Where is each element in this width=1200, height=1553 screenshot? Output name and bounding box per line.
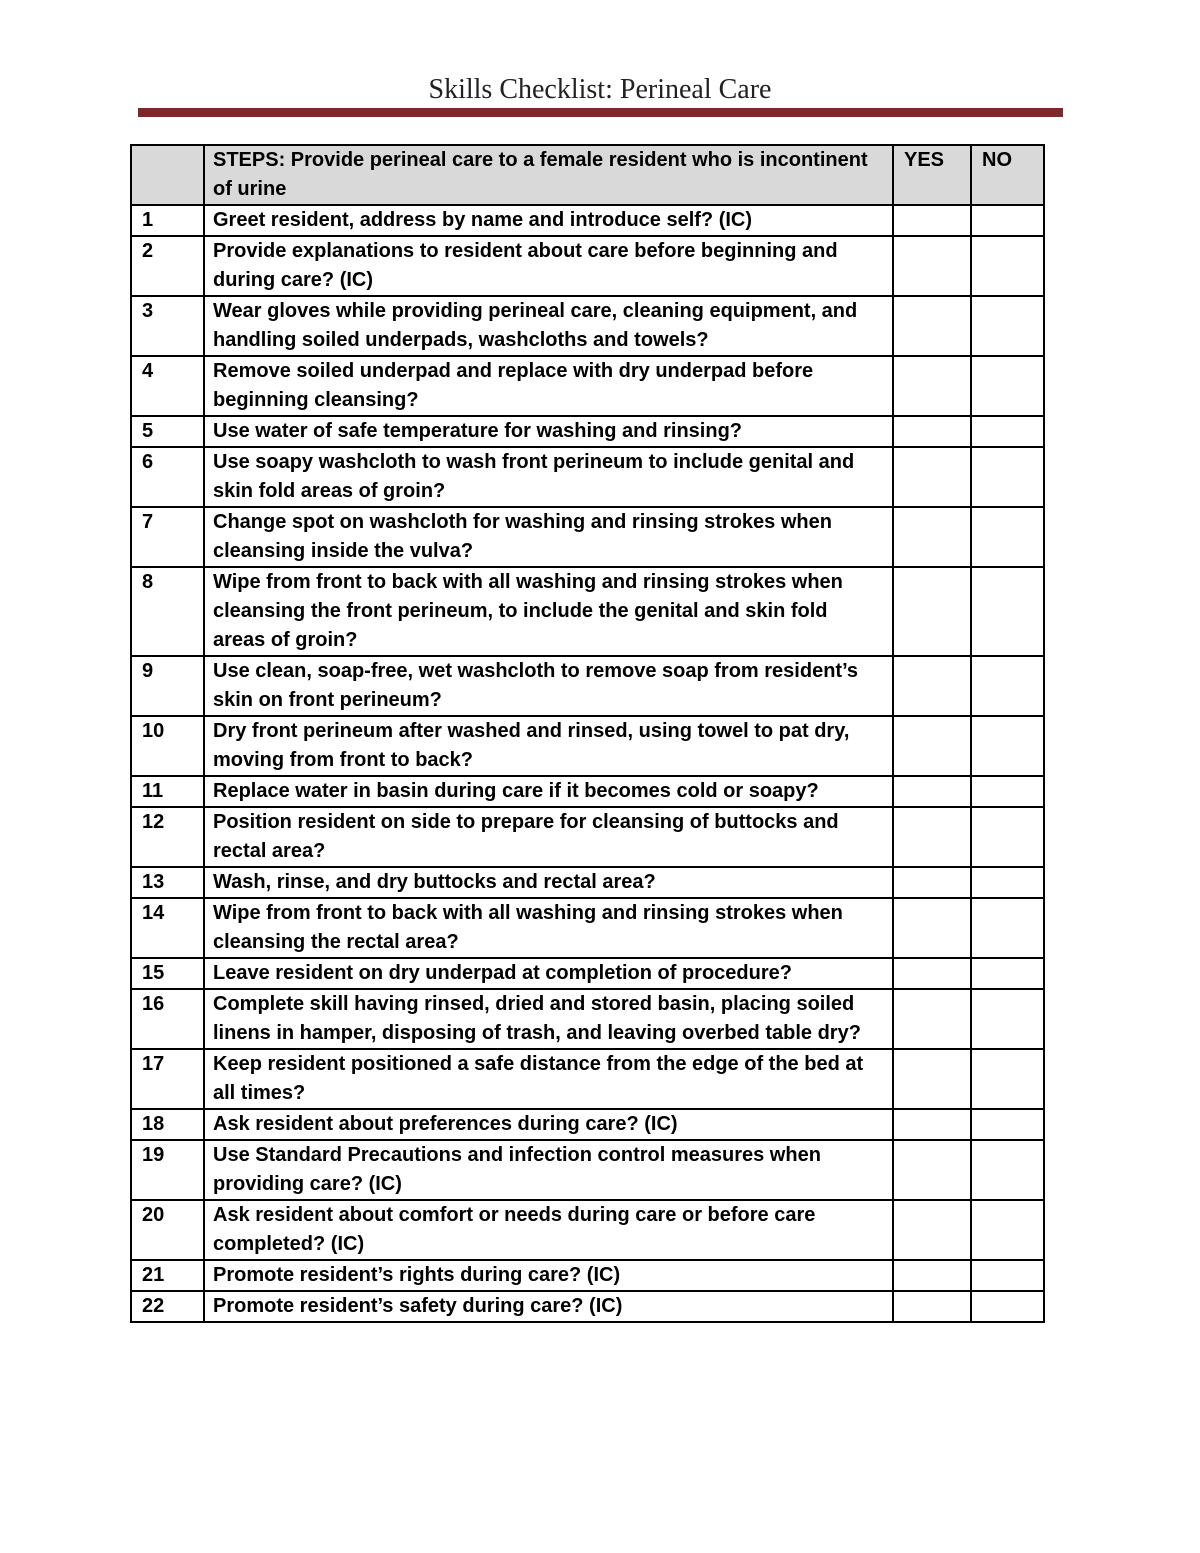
table-header-row — [131, 145, 1044, 205]
yes-checkbox-cell[interactable] — [893, 205, 971, 236]
header-steps-cell: STEPS: Provide perineal care to a female resident who is incontinent of urine — [204, 145, 893, 205]
step-number-cell: 15 — [131, 958, 204, 989]
step-number-cell: 21 — [131, 1260, 204, 1291]
yes-checkbox-cell[interactable] — [893, 1140, 971, 1200]
table-row — [131, 567, 1044, 656]
step-number-cell: 16 — [131, 989, 204, 1049]
yes-checkbox-cell[interactable] — [893, 296, 971, 356]
step-number-cell: 2 — [131, 236, 204, 296]
header-yes-cell: YES — [893, 145, 971, 205]
table-row — [131, 356, 1044, 416]
yes-checkbox-cell[interactable] — [893, 236, 971, 296]
table-row — [131, 656, 1044, 716]
step-number-cell: 9 — [131, 656, 204, 716]
step-number-cell: 1 — [131, 205, 204, 236]
no-checkbox-cell[interactable] — [971, 1140, 1044, 1200]
yes-checkbox-cell[interactable] — [893, 507, 971, 567]
step-description-cell: Greet resident, address by name and introduce self? (IC) — [204, 205, 893, 236]
table-row — [131, 867, 1044, 898]
step-description-cell: Wipe from front to back with all washing and rinsing strokes when cleansing the front perineum, to include the genital and skin fold areas of groin? — [204, 567, 893, 656]
yes-checkbox-cell[interactable] — [893, 867, 971, 898]
no-checkbox-cell[interactable] — [971, 867, 1044, 898]
no-checkbox-cell[interactable] — [971, 807, 1044, 867]
step-description-cell: Use soapy washcloth to wash front perineum to include genital and skin fold areas of groin? — [204, 447, 893, 507]
yes-checkbox-cell[interactable] — [893, 958, 971, 989]
no-checkbox-cell[interactable] — [971, 296, 1044, 356]
table-row — [131, 416, 1044, 447]
step-description-cell: Ask resident about comfort or needs during care or before care completed? (IC) — [204, 1200, 893, 1260]
no-checkbox-cell[interactable] — [971, 356, 1044, 416]
table-row — [131, 447, 1044, 507]
step-description-cell: Wipe from front to back with all washing and rinsing strokes when cleansing the rectal area? — [204, 898, 893, 958]
checklist-table — [130, 144, 1045, 1323]
yes-checkbox-cell[interactable] — [893, 1291, 971, 1322]
no-checkbox-cell[interactable] — [971, 989, 1044, 1049]
step-number-cell: 18 — [131, 1109, 204, 1140]
step-number-cell: 17 — [131, 1049, 204, 1109]
step-description-cell: Change spot on washcloth for washing and rinsing strokes when cleansing inside the vulva? — [204, 507, 893, 567]
step-number-cell: 14 — [131, 898, 204, 958]
table-row — [131, 1260, 1044, 1291]
step-number-cell: 7 — [131, 507, 204, 567]
step-number-cell: 19 — [131, 1140, 204, 1200]
step-description-cell: Replace water in basin during care if it becomes cold or soapy? — [204, 776, 893, 807]
yes-checkbox-cell[interactable] — [893, 567, 971, 656]
no-checkbox-cell[interactable] — [971, 898, 1044, 958]
step-description-cell: Leave resident on dry underpad at completion of procedure? — [204, 958, 893, 989]
no-checkbox-cell[interactable] — [971, 1291, 1044, 1322]
no-checkbox-cell[interactable] — [971, 1109, 1044, 1140]
yes-checkbox-cell[interactable] — [893, 1260, 971, 1291]
no-checkbox-cell[interactable] — [971, 1200, 1044, 1260]
table-row — [131, 898, 1044, 958]
no-checkbox-cell[interactable] — [971, 236, 1044, 296]
step-number-cell: 3 — [131, 296, 204, 356]
table-row — [131, 1109, 1044, 1140]
yes-checkbox-cell[interactable] — [893, 1109, 971, 1140]
no-checkbox-cell[interactable] — [971, 1260, 1044, 1291]
step-number-cell: 10 — [131, 716, 204, 776]
yes-checkbox-cell[interactable] — [893, 716, 971, 776]
step-description-cell: Use water of safe temperature for washing and rinsing? — [204, 416, 893, 447]
table-row — [131, 205, 1044, 236]
step-description-cell: Promote resident’s rights during care? (IC) — [204, 1260, 893, 1291]
step-description-cell: Remove soiled underpad and replace with dry underpad before beginning cleansing? — [204, 356, 893, 416]
table-row — [131, 1200, 1044, 1260]
step-number-cell: 4 — [131, 356, 204, 416]
yes-checkbox-cell[interactable] — [893, 447, 971, 507]
table-row — [131, 1049, 1044, 1109]
yes-checkbox-cell[interactable] — [893, 1200, 971, 1260]
yes-checkbox-cell[interactable] — [893, 776, 971, 807]
step-description-cell: Keep resident positioned a safe distance from the edge of the bed at all times? — [204, 1049, 893, 1109]
yes-checkbox-cell[interactable] — [893, 1049, 971, 1109]
step-description-cell: Dry front perineum after washed and rinsed, using towel to pat dry, moving from front to back? — [204, 716, 893, 776]
yes-checkbox-cell[interactable] — [893, 356, 971, 416]
step-description-cell: Wear gloves while providing perineal care, cleaning equipment, and handling soiled underpads, washcloths and towels? — [204, 296, 893, 356]
table-row — [131, 1291, 1044, 1322]
yes-checkbox-cell[interactable] — [893, 807, 971, 867]
no-checkbox-cell[interactable] — [971, 447, 1044, 507]
title-underline-rule — [138, 108, 1063, 117]
yes-checkbox-cell[interactable] — [893, 989, 971, 1049]
table-row — [131, 989, 1044, 1049]
yes-checkbox-cell[interactable] — [893, 416, 971, 447]
no-checkbox-cell[interactable] — [971, 716, 1044, 776]
step-description-cell: Wash, rinse, and dry buttocks and rectal area? — [204, 867, 893, 898]
table-row — [131, 716, 1044, 776]
step-number-cell: 6 — [131, 447, 204, 507]
header-no-cell: NO — [971, 145, 1044, 205]
no-checkbox-cell[interactable] — [971, 1049, 1044, 1109]
table-row — [131, 1140, 1044, 1200]
no-checkbox-cell[interactable] — [971, 776, 1044, 807]
table-row — [131, 296, 1044, 356]
table-row — [131, 776, 1044, 807]
step-number-cell: 20 — [131, 1200, 204, 1260]
step-number-cell: 12 — [131, 807, 204, 867]
step-description-cell: Use clean, soap-free, wet washcloth to remove soap from resident’s skin on front perineum? — [204, 656, 893, 716]
table-row — [131, 507, 1044, 567]
header-num-cell — [131, 145, 204, 205]
step-description-cell: Ask resident about preferences during care? (IC) — [204, 1109, 893, 1140]
step-number-cell: 8 — [131, 567, 204, 656]
no-checkbox-cell[interactable] — [971, 416, 1044, 447]
step-number-cell: 13 — [131, 867, 204, 898]
no-checkbox-cell[interactable] — [971, 205, 1044, 236]
table-row — [131, 236, 1044, 296]
step-description-cell: Promote resident’s safety during care? (IC) — [204, 1291, 893, 1322]
no-checkbox-cell[interactable] — [971, 656, 1044, 716]
step-number-cell: 22 — [131, 1291, 204, 1322]
table-row — [131, 807, 1044, 867]
no-checkbox-cell[interactable] — [971, 567, 1044, 656]
step-number-cell: 11 — [131, 776, 204, 807]
page-title: Skills Checklist: Perineal Care — [428, 74, 772, 105]
yes-checkbox-cell[interactable] — [893, 656, 971, 716]
step-description-cell: Complete skill having rinsed, dried and stored basin, placing soiled linens in hamper, disposing of trash, and leaving overbed table dry? — [204, 989, 893, 1049]
step-description-cell: Use Standard Precautions and infection control measures when providing care? (IC) — [204, 1140, 893, 1200]
no-checkbox-cell[interactable] — [971, 958, 1044, 989]
checklist-body — [131, 145, 1044, 1322]
no-checkbox-cell[interactable] — [971, 507, 1044, 567]
step-number-cell: 5 — [131, 416, 204, 447]
step-description-cell: Provide explanations to resident about care before beginning and during care? (IC) — [204, 236, 893, 296]
step-description-cell: Position resident on side to prepare for cleansing of buttocks and rectal area? — [204, 807, 893, 867]
yes-checkbox-cell[interactable] — [893, 898, 971, 958]
table-row — [131, 958, 1044, 989]
